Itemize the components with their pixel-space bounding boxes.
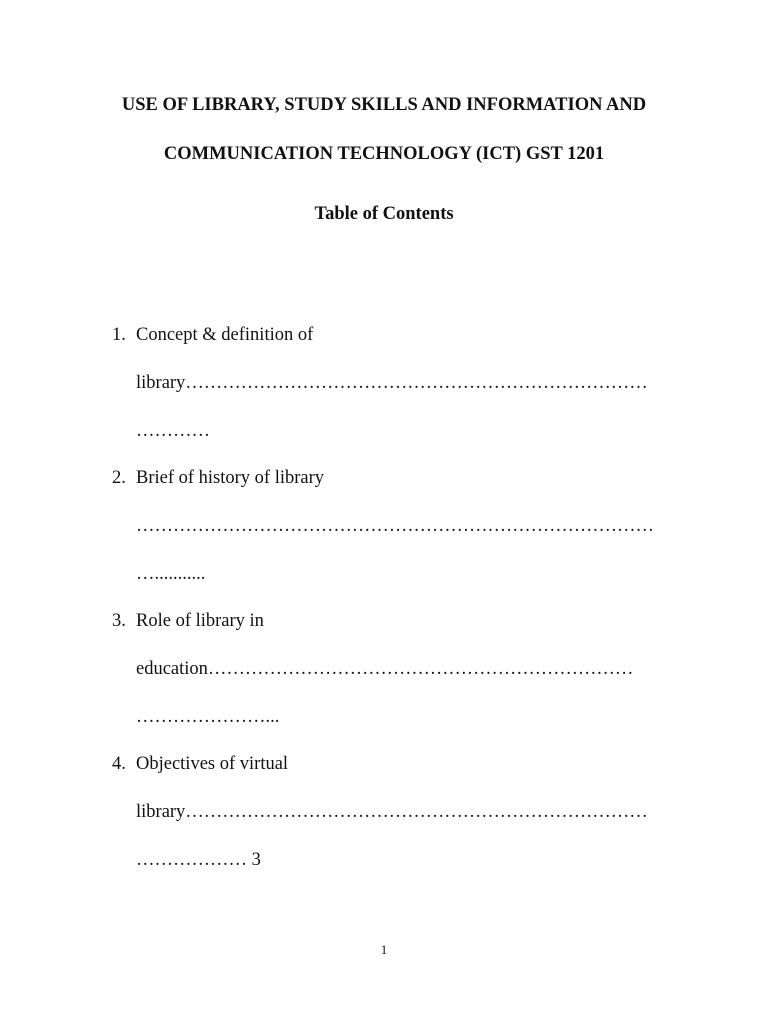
toc-item-1-number: 1. xyxy=(112,325,126,345)
toc-item-4-leader-cont: ……………… 3 xyxy=(136,850,261,870)
toc-item-2-leader: ………………………………………………………………………… xyxy=(136,516,654,536)
toc-item-3-number: 3. xyxy=(112,611,126,631)
document-title-line-1: USE OF LIBRARY, STUDY SKILLS AND INFORMATION AND xyxy=(121,95,647,115)
toc-item-4-number: 4. xyxy=(112,754,126,774)
toc-item-1-leader: library………………………………………………………………… xyxy=(136,373,648,393)
toc-item-4-title: Objectives of virtual xyxy=(136,754,289,774)
toc-item-1-leader-cont: ………… xyxy=(136,421,210,441)
toc-item-1-title: Concept & definition of xyxy=(136,325,314,345)
toc-item-3-title: Role of library in xyxy=(136,611,264,631)
toc-item-2-number: 2. xyxy=(112,468,126,488)
toc-item-2-leader-cont: …........... xyxy=(136,564,206,584)
toc-item-3-leader: education…………………………………………………………… xyxy=(136,659,634,679)
page-number: 1 xyxy=(380,942,388,957)
toc-heading: Table of Contents xyxy=(314,204,454,224)
toc-item-3-leader-cont: …………………... xyxy=(136,707,280,727)
toc-item-4-leader: library………………………………………………………………… xyxy=(136,802,648,822)
document-title-line-2: COMMUNICATION TECHNOLOGY (ICT) GST 1201 xyxy=(163,144,605,164)
toc-item-2-title: Brief of history of library xyxy=(136,468,325,488)
